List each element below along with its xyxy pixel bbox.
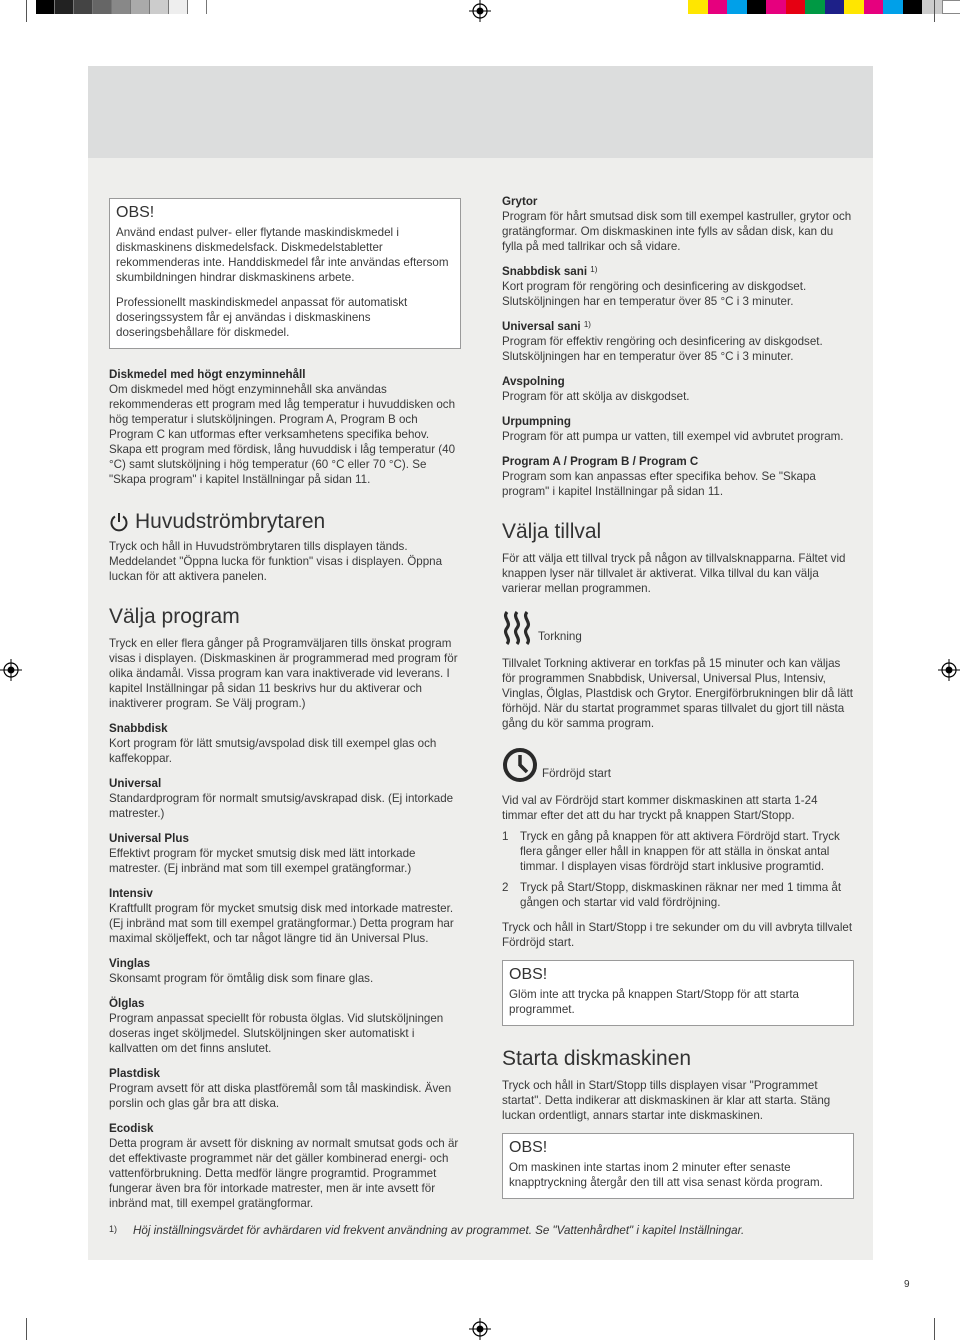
options-text: För att välja ett tillval tryck på någon av tillvalsknapparna. Fältet vid knappen lyser när tillvalet är aktiverat. Vilka tillval du kan välja varierar mellan programmen. [502, 552, 846, 595]
right-column [502, 194, 854, 1199]
program-name: Avspolning [502, 375, 565, 388]
obs-note-detergent [109, 198, 461, 349]
program-description: Program anpassat speciellt för robusta ölglas. Vid slutsköljningen doseras inget sköljmedel. Slutsköljningen sker automatiskt i kallvatten om det finns anslutet. [109, 1012, 444, 1055]
list-item [502, 880, 854, 910]
start-text: Tryck och håll in Start/Stopp tills displayen visar "Programmet startat". Detta indikerar att diskmaskinen är klar att starta. Stäng luckan ordentligt, annars startar inte diskmaskinen. [502, 1079, 831, 1122]
obs-title: OBS! [509, 1139, 548, 1156]
program-description: Program för att pumpa ur vatten, till exempel vid avbrutet program. [502, 430, 844, 443]
print-color-bar [688, 0, 960, 14]
enzyme-text: Om diskmedel med högt enzyminnehåll ska användas rekommenderas ett program med låg temperatur i huvuddisken och hög temperatur i slutsköljningen. Program A, Program B och Program C kan utformas efter verksamhetens specifika behov. Skapa ett program med fördisk, lång huvuddisk i låg temperatur (40 °C) samt slutsköljning i hög temperatur (60 °C eller 70 °C). Se "Skapa program" i kapitel Inställningar på sidan 11. [109, 383, 456, 486]
obs-paragraph: Professionellt maskindiskmedel anpassat för automatiskt doseringssystem får ej användas i diskmaskinens doseringsbehållare för diskmedel. [116, 296, 408, 339]
drying-label: Torkning [538, 630, 582, 643]
crop-mark-top-left [26, 0, 27, 22]
program-description: Standardprogram för normalt smutsig/avskrapad disk. (Ej intorkade matrester.) [109, 792, 454, 820]
crop-mark-bottom-right [934, 1318, 935, 1340]
cancel-delay-text: Tryck och håll in Start/Stopp i tre sekunder om du vill avbryta tillvalet Fördröjd start. [502, 921, 853, 949]
program-description: Program för effektiv rengöring och desinficering av diskgodset. Slutsköljningen har en temperatur över 85 °C i 3 minuter. [502, 335, 823, 363]
program-name: Universal Plus [109, 832, 189, 845]
program-description: Kraftfullt program för mycket smutsig disk med intorkade matrester. (Ej inbränd mat som till exempel gratängformar.) Detta program har maximal sköljeffekt, och tar något längre tid än Universal Plus. [109, 902, 454, 945]
program-description: Kort program för lätt smutsig/avspolad disk till exempel glas och kaffekoppar. [109, 737, 437, 765]
program-name: Urpumpning [502, 415, 571, 428]
program-description: Kort program för rengöring och desinficering av diskgodset. Slutsköljningen har en temperatur över 85 °C i 3 minuter. [502, 280, 807, 308]
program-description: Program som kan anpassas efter specifika behov. Se "Skapa program" i kapitel Inställningar på sidan 11. [502, 470, 816, 498]
list-item [502, 829, 854, 874]
program-name: Snabbdisk [109, 722, 168, 735]
delay-steps-list [502, 829, 854, 910]
program-name: Intensiv [109, 887, 153, 900]
footnote [109, 1224, 849, 1237]
power-heading: Huvudströmbrytaren [135, 510, 326, 533]
program-name: Vinglas [109, 957, 151, 970]
obs-title: OBS! [116, 204, 155, 221]
registration-mark-left [0, 659, 22, 681]
delay-text: Vid val av Fördröjd start kommer diskmaskinen att starta 1-24 timmar efter det att du har tryckt på knappen Start/Stopp. [502, 794, 818, 822]
program-name: Snabbdisk sani $^{1)}$ [502, 265, 598, 278]
program-description: Program avsett för att diska plastföremål som tål maskindisk. Även porslin och glas går bra att diska. [109, 1082, 452, 1110]
crop-mark-top-right [934, 0, 935, 22]
power-icon [109, 512, 129, 532]
left-column [109, 198, 461, 1211]
program-description: Program för hårt smutsad disk som till exempel kastruller, grytor och gratängformar. Om diskmaskinen inte fylls av sådan disk, kan du fylla på med tallrikar och så vidare. [502, 210, 852, 253]
power-text: Tryck och håll in Huvudströmbrytaren tills displayen tänds. Meddelandet "Öppna lucka för funktion" visas i displayen. Öppna luckan för att aktivera panelen. [109, 540, 443, 583]
program-name: Grytor [502, 195, 538, 208]
step-text: Tryck en gång på knappen för att aktivera Fördröjd start. Tryck flera gånger eller håll in knappen för att ställa in önskat antal timmar. I displayen visas fördröjd start inklusive programtid. [520, 830, 840, 873]
footnote-ref: 1) [583, 320, 591, 329]
select-program-text: Tryck en eller flera gånger på Programväljaren tills önskat program visas i displayen. (Diskmaskinen är programmerad med program för olika ändamål. Vissa program kan vara inaktiverade vid leverans. I kapitel Inställningar på sidan 11 beskrivs hur du aktiverar och inaktiverer program. Se Välj program.) [109, 637, 458, 710]
registration-mark-bottom [469, 1318, 491, 1340]
delay-label: Fördröjd start [542, 767, 611, 780]
program-name: Universal [109, 777, 162, 790]
step-text: Tryck på Start/Stopp, diskmaskinen räknar ner med 1 timma åt gången och startar vid vald fördröjning. [520, 881, 842, 909]
program-description: Program för att skölja av diskgodset. [502, 390, 690, 403]
obs-title: OBS! [509, 966, 548, 983]
step-number: 2 [502, 881, 509, 894]
obs-paragraph: Om maskinen inte startas inom 2 minuter efter senaste knapptryckning återgår den till att visa senast körda program. [509, 1161, 823, 1189]
options-heading: Välja tillval [502, 520, 602, 543]
obs-paragraph: Glöm inte att trycka på knappen Start/Stopp för att starta programmet. [509, 988, 799, 1016]
obs-note-start [502, 960, 854, 1026]
footnote-text: Höj inställningsvärdet för avhärdaren vid frekvent användning av programmet. Se "Vattenhårdhet" i kapitel Inställningar. [133, 1224, 745, 1237]
obs-note-timeout [502, 1133, 854, 1199]
obs-paragraph: Använd endast pulver- eller flytande maskindiskmedel i diskmaskinens diskmedelsfack. Diskmedelstabletter rekommenderas inte. Handdiskmedel får inte användas eftersom skumbildningen hindrar diskmaskinens arbete. [116, 226, 449, 284]
program-name: Ecodisk [109, 1122, 154, 1135]
program-name: Ölglas [109, 997, 145, 1010]
program-description: Detta program är avsett för diskning av normalt smutsat gods och är det effektivaste programmet när det gäller kombinerad energi- och vattenförbrukning. Detta medför längre programtid. Programmet fungerar även bra för intorkade matrester, men är inte avsett för inbränd mat, till exempel gratängformar. [109, 1137, 459, 1210]
delay-option-heading [502, 747, 854, 783]
program-description: Effektivt program för mycket smutsig disk med lätt intorkade matrester. (Ej inbränd mat som till exempel gratängformar.) [109, 847, 416, 875]
clock-icon [502, 747, 538, 783]
program-description: Skonsamt program för ömtålig disk som finare glas. [109, 972, 374, 985]
start-heading: Starta diskmaskinen [502, 1047, 692, 1070]
program-name: Program A / Program B / Program C [502, 455, 699, 468]
drying-text: Tillvalet Torkning aktiverar en torkfas på 15 minuter och kan väljas för programmen Snabbdisk, Universal, Universal Plus, Intensiv, Vinglas, Ölglas, Plastdisk och Grytor. Energiförbrukningen blir då lätt förhöjd. När du startat programmet sparas tillvalet du gjort till nästa gång du kör samma program. [502, 657, 853, 730]
page-number: 9 [904, 1279, 910, 1290]
registration-mark-top [469, 0, 491, 22]
program-name: Plastdisk [109, 1067, 160, 1080]
footnote-ref: 1) [590, 265, 598, 274]
step-number: 1 [502, 830, 509, 843]
print-greyscale-bar [36, 0, 207, 14]
enzyme-heading: Diskmedel med högt enzyminnehåll [109, 368, 306, 381]
page-header-band [88, 66, 873, 158]
drying-icon [502, 610, 534, 646]
footnote-mark: 1) [109, 1224, 118, 1234]
power-switch-section-heading [109, 509, 461, 535]
crop-mark-bottom-left [26, 1318, 27, 1340]
drying-option-heading [502, 610, 854, 646]
select-program-heading: Välja program [109, 605, 240, 628]
program-name: Universal sani $^{1)}$ [502, 320, 591, 333]
registration-mark-right [938, 659, 960, 681]
